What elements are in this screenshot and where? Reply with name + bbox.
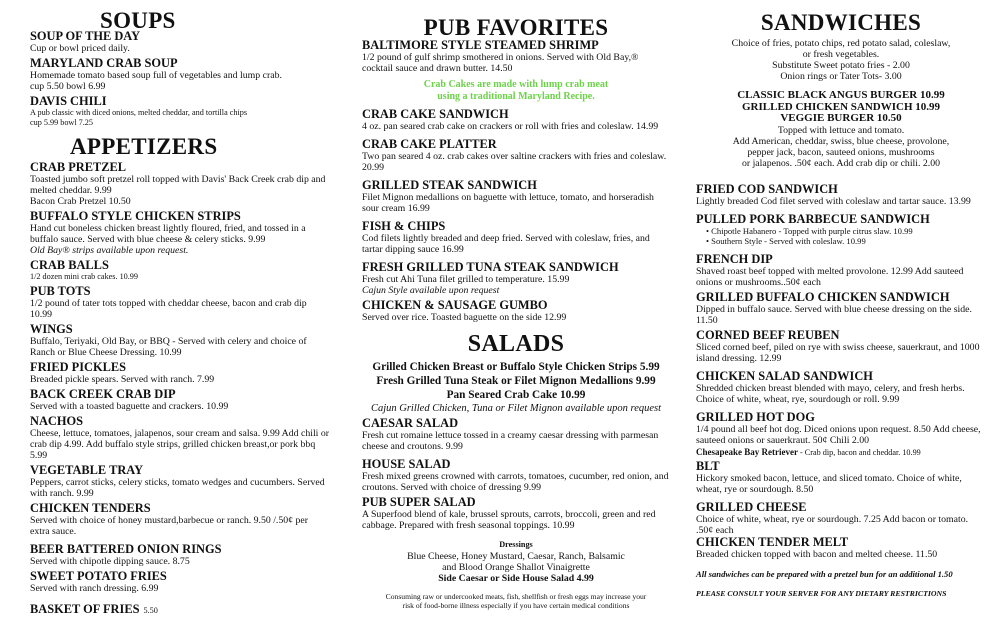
appetizer-item: BACK CREEK CRAB DIP Served with a toasted baguette and crackers. 10.99 bbox=[30, 386, 229, 412]
pretzel-bun-note: All sandwiches can be prepared with a pretzel bun for an additional 1.50 bbox=[696, 569, 953, 579]
salad-addon-note: Cajun Grilled Chicken, Tuna or Filet Mignon available upon request bbox=[370, 403, 662, 414]
sandwich-item: BLT Hickory smoked bacon, lettuce, and sliced tomato. Choice of white, wheat, rye or sourdough. 8.50 bbox=[696, 459, 962, 495]
pub-item: FISH & CHIPS Cod filets lightly breaded and deep fried. Served with coleslaw, fries, and tartar dipping sauce 16.99 bbox=[362, 219, 650, 255]
pub-item: FRESH GRILLED TUNA STEAK SANDWICH Fresh cut Ahi Tuna filet grilled to temperature. 15.99 Cajun Style available upon request bbox=[362, 260, 619, 296]
appetizer-item: CHICKEN TENDERS Served with choice of honey mustard,barbecue or ranch. 9.50 /.50¢ per extra sauce. bbox=[30, 500, 309, 537]
crab-cake-note: using a traditional Maryland Recipe. bbox=[437, 90, 595, 102]
food-disclaimer: Consuming raw or undercooked meats, fish, shellfish or fresh eggs may increase your bbox=[385, 591, 647, 601]
dressings-list: Blue Cheese, Honey Mustard, Caesar, Ranch, Balsamic bbox=[407, 550, 625, 562]
crab-cake-note: Crab Cakes are made with lump crab meat bbox=[423, 79, 609, 90]
appetizer-item: SWEET POTATO FRIES Served with ranch dressing. 6.99 bbox=[30, 568, 167, 594]
sandwich-item: GRILLED BUFFALO CHICKEN SANDWICH Dipped in buffalo sauce. Served with blue cheese dressing on the side. 11.50 bbox=[696, 289, 972, 326]
appetizer-item: PUB TOTS 1/2 pound of tater tots topped with cheddar cheese, bacon and crab dip 10.99 bbox=[30, 283, 307, 320]
sandwich-item: FRENCH DIP Shaved roast beef topped with melted provolone. 12.99 Add sauteed onions or mushrooms..50¢ each bbox=[696, 251, 964, 288]
soups-title: SOUPS bbox=[100, 8, 176, 33]
sandwich-item: PULLED PORK BARBECUE SANDWICH • Chipotle Habanero - Topped with purple citrus slaw. 10.99 • Southern Style - Served with coleslaw. 10.99 bbox=[696, 213, 986, 247]
salad-item: HOUSE SALAD Fresh mixed greens crowned with carrots, tomatoes, cucumber, red onion, and croutons. Served with choice of dressing 9.99 bbox=[362, 457, 669, 493]
appetizer-item: BASKET OF FRIES 5.50 bbox=[30, 601, 158, 616]
soup-item: SOUP OF THE DAY Cup or bowl priced daily. bbox=[30, 29, 141, 54]
pub-item: GRILLED STEAK SANDWICH Filet Mignon medallions on baguette with lettuce, tomato, and horseradish sour cream 16.99 bbox=[362, 178, 654, 214]
salad-item: CAESAR SALAD Fresh cut romaine lettuce tossed in a creamy caesar dressing with parmesan cheese and croutons. 9.99 bbox=[362, 416, 659, 452]
salad-addon: Grilled Chicken Breast or Buffalo Style Chicken Strips 5.99 bbox=[372, 361, 660, 373]
sandwich-intro: Substitute Sweet potato fries - 2.00 bbox=[772, 60, 910, 71]
pub-item: CRAB CAKE PLATTER Two pan seared 4 oz. crab cakes over saltine crackers with fries and coleslaw. 20.99 bbox=[362, 137, 667, 173]
sandwich-item: GRILLED HOT DOG 1/4 pound all beef hot dog. Diced onions upon request. 8.50 Add cheese, sauteed onions or sauerkraut. 50¢ Chili 2.00 Chesapeake Bay Retriever - Crab dip, bacon and cheddar. 10.99 bbox=[696, 409, 981, 457]
pub-item: BALTIMORE STYLE STEAMED SHRIMP 1/2 pound of gulf shrimp smothered in onions. Served with Old Bay,® cocktail sauce and drawn butter. 14.50 bbox=[362, 38, 639, 74]
sandwich-item: CORNED BEEF REUBEN Sliced corned beef, piled on rye with swiss cheese, sauerkraut, and 1000 island dressing. 12.99 bbox=[696, 327, 980, 364]
dressings-list: and Blood Orange Shallot Vinaigrette bbox=[442, 561, 590, 573]
appetizer-item: NACHOS Cheese, lettuce, tomatoes, jalapenos, sour cream and salsa. 9.99 Add chili or crab dip 4.99. Add buffalo style strips, grilled chicken breast,or pork bbq 5.99 bbox=[30, 413, 329, 461]
salads-title: SALADS bbox=[467, 331, 565, 357]
burger-list: CLASSIC BLACK ANGUS BURGER 10.99 GRILLED CHICKEN SANDWICH 10.99 VEGGIE BURGER 10.50 Topped with lettuce and tomato. Add American, cheddar, swiss, blue cheese, provolone, pepper jack, bacon, sauteed onions, mushrooms or jalapenos. .50¢ each. Add crab dip or chili. 2.00 bbox=[732, 89, 950, 169]
sandwiches-title: SANDWICHES bbox=[760, 10, 922, 35]
appetizer-item: BEER BATTERED ONION RINGS Served with chipotle dipping sauce. 8.75 bbox=[30, 541, 222, 567]
appetizer-item: CRAB PRETZEL Toasted jumbo soft pretzel roll topped with Davis' Back Creek crab dip and melted cheddar. 9.99 Bacon Crab Pretzel 10.50 bbox=[30, 160, 326, 207]
appetizers-title: APPETIZERS bbox=[70, 134, 218, 159]
sandwich-intro: or fresh vegetables. bbox=[802, 49, 880, 60]
pub-item: CRAB CAKE SANDWICH 4 oz. pan seared crab cake on crackers or roll with fries and coleslaw. 14.99 bbox=[362, 107, 659, 132]
dietary-note: PLEASE CONSULT YOUR SERVER FOR ANY DIETARY RESTRICTIONS bbox=[696, 589, 947, 598]
sandwich-intro: Choice of fries, potato chips, red potato salad, coleslaw, bbox=[731, 38, 951, 49]
sandwich-intro: Onion rings or Tater Tots- 3.00 bbox=[780, 71, 902, 82]
sandwich-item: CHICKEN TENDER MELT Breaded chicken topped with bacon and melted cheese. 11.50 bbox=[696, 535, 938, 560]
appetizer-item: FRIED PICKLES Breaded pickle spears. Served with ranch. 7.99 bbox=[30, 359, 215, 385]
pub-item: CHICKEN & SAUSAGE GUMBO Served over rice. Toasted baguette on the side 12.99 bbox=[362, 298, 567, 323]
salad-addon: Pan Seared Crab Cake 10.99 bbox=[446, 389, 586, 401]
pub-favorites-title: PUB FAVORITES bbox=[423, 15, 609, 40]
appetizer-item: WINGS Buffalo, Teriyaki, Old Bay, or BBQ - Served with celery and choice of Ranch or Blue Cheese Dressing. 10.99 bbox=[30, 321, 307, 358]
right-column bbox=[696, 0, 986, 599]
appetizer-item: BUFFALO STYLE CHICKEN STRIPS Hand cut boneless chicken breast lightly floured, fried, and tossed in a buffalo sauce. Served with blue cheese & celery sticks. 9.99 Old Bay® strips available upon request. bbox=[30, 209, 306, 256]
sandwich-item: CHICKEN SALAD SANDWICH Shredded chicken breast blended with mayo, celery, and fresh herbs. Choice of white, wheat, rye, sourdough or roll. 9.99 bbox=[696, 368, 965, 405]
side-salad: Side Caesar or Side House Salad 4.99 bbox=[438, 572, 594, 584]
sandwich-item: GRILLED CHEESE Choice of white, wheat, rye or sourdough. 7.25 Add bacon or tomato. .50¢ each bbox=[696, 500, 969, 536]
left-column bbox=[30, 0, 330, 618]
appetizer-item: VEGETABLE TRAY Peppers, carrot sticks, celery sticks, tomato wedges and cucumbers. Served with ranch. 9.99 bbox=[30, 462, 325, 499]
salad-item: PUB SUPER SALAD A Superfood blend of kale, brussel sprouts, carrots, broccoli, green and red cabbage. Prepared with fresh seasonal toppings. 10.99 bbox=[362, 495, 656, 531]
middle-column bbox=[362, 0, 670, 610]
sandwich-item: FRIED COD SANDWICH Lightly breaded Cod filet served with coleslaw and tartar sauce. 13.99 bbox=[696, 181, 971, 207]
food-disclaimer: risk of food-borne illness especially if you have certain medical conditions bbox=[402, 600, 630, 610]
appetizer-item: CRAB BALLS 1/2 dozen mini crab cakes. 10.99 bbox=[30, 258, 138, 281]
salad-addon: Fresh Grilled Tuna Steak or Filet Mignon Medallions 9.99 bbox=[376, 375, 656, 387]
dressings-title: Dressings bbox=[499, 540, 533, 549]
soup-item: DAVIS CHILI A pub classic with diced onions, melted cheddar, and tortilla chips cup 5.99 bowl 7.25 bbox=[30, 94, 248, 127]
soup-item: MARYLAND CRAB SOUP Homemade tomato based soup full of vegetables and lump crab. cup 5.50 bowl 6.99 bbox=[30, 56, 282, 92]
